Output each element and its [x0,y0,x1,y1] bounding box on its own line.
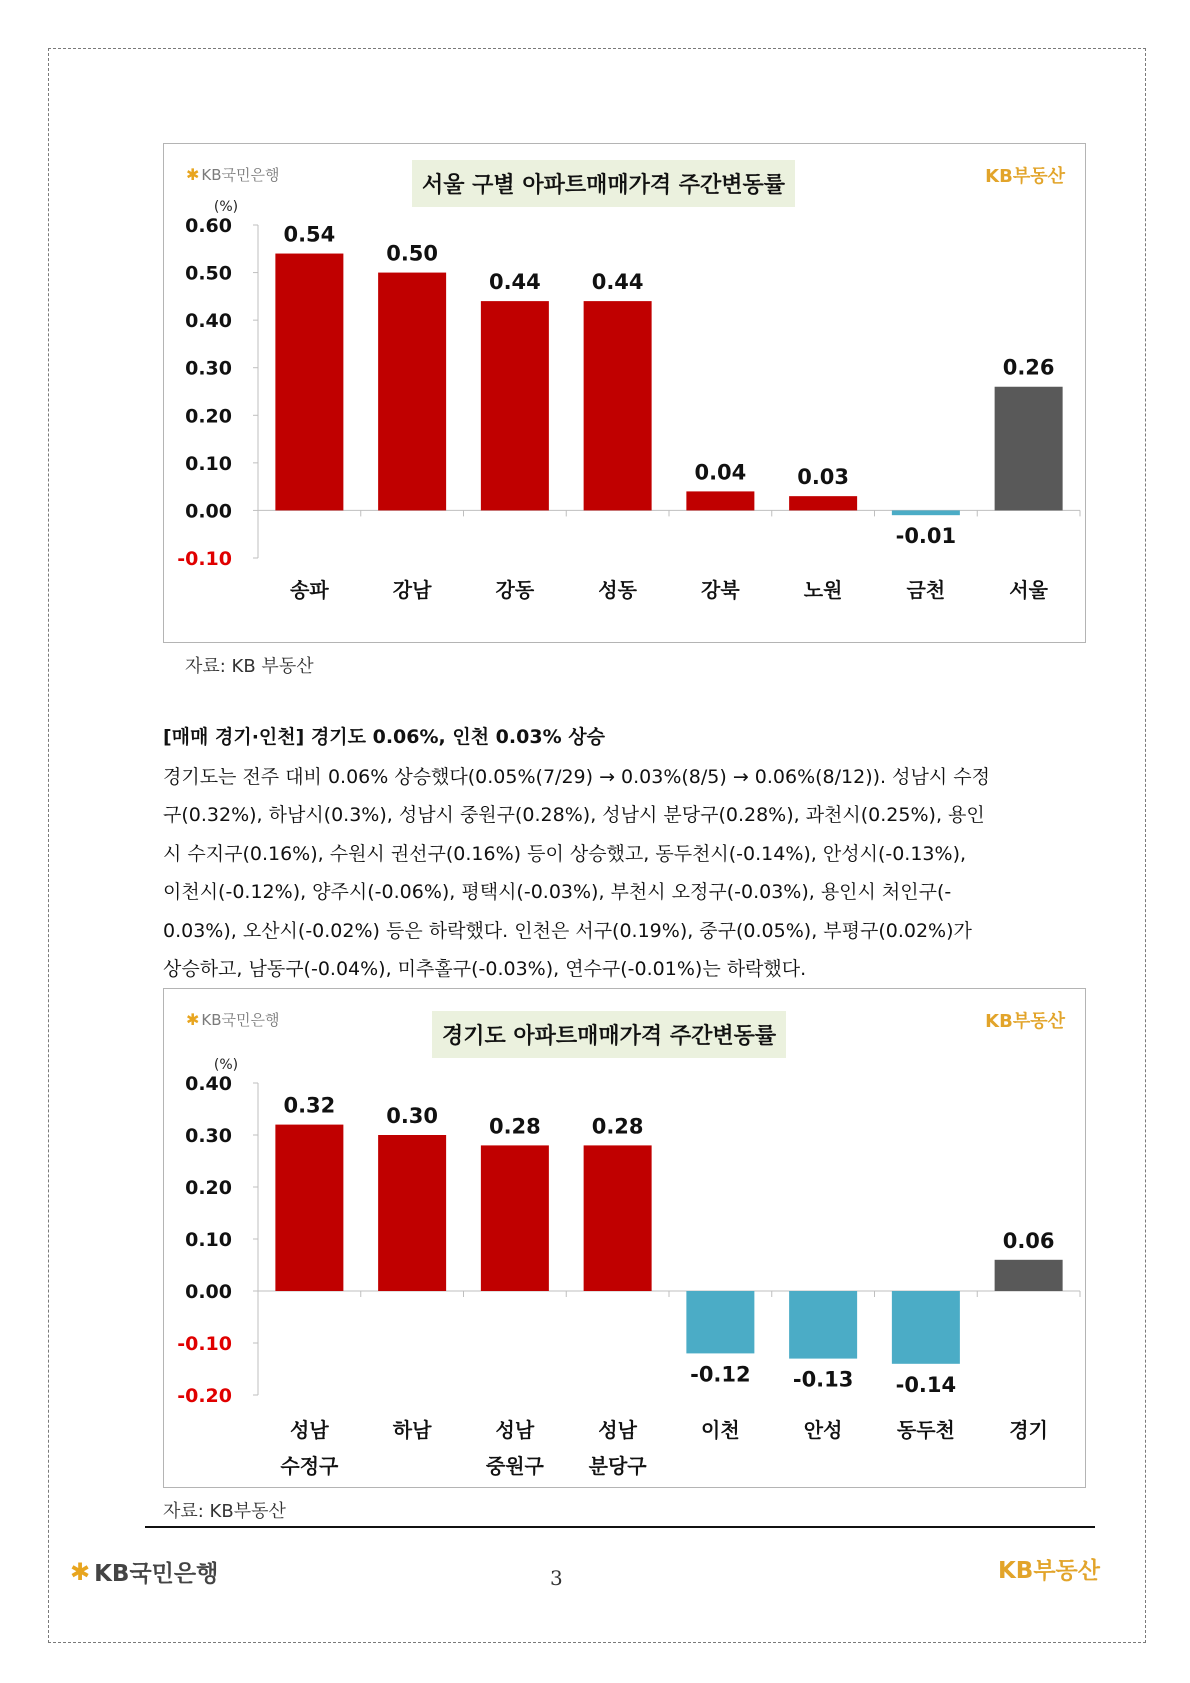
y-tick-label: -0.10 [177,548,232,570]
bar [789,496,857,510]
data-label: -0.13 [792,1367,854,1392]
data-label: 0.03 [797,465,850,490]
data-label: 0.44 [591,270,644,295]
paragraph-line: 시 수지구(0.16%), 수원시 권선구(0.16%) 등이 상승했고, 동두천시(-0.14%), 안성시(-0.13%), [163,842,967,865]
seoul-bar-chart [164,144,1085,642]
category-label: 서울 [1009,578,1048,602]
category-label: 수정구 [280,1454,339,1478]
data-label: -0.12 [690,1362,751,1387]
data-label: 0.26 [1002,355,1055,380]
footer-kb-bank-logo-text: KB국민은행 [94,1561,219,1587]
kb-star-icon: ✱ [186,1010,200,1029]
data-label: -0.01 [895,524,957,549]
data-label: 0.32 [283,1093,336,1118]
category-label: 송파 [290,578,329,602]
gyeonggi-bar-chart [164,989,1085,1487]
paragraph-line: 이천시(-0.12%), 양주시(-0.06%), 평택시(-0.03%), 부천시 오정구(-0.03%), 용인시 처인구(- [163,881,952,904]
data-label: 0.28 [488,1114,541,1139]
kb-bank-logo-text: KB국민은행 [201,1011,280,1029]
bar [584,301,652,510]
category-label: 이천 [701,1418,740,1442]
gyeonggi-chart-panel [163,988,1086,1488]
y-tick-label: 0.40 [185,1073,232,1095]
chart-title: 서울 구별 아파트매매가격 주간변동률 [412,160,795,207]
data-label: -0.14 [895,1372,957,1397]
seoul-chart-panel [163,143,1086,643]
y-axis-unit-label: (%) [213,199,239,215]
y-tick-label: 0.30 [185,1125,232,1147]
category-label: 동두천 [896,1418,955,1442]
y-tick-label: 0.10 [185,1229,232,1251]
bar [481,1145,549,1291]
chart-source: 자료: KB 부동산 [185,656,314,677]
bar [584,1145,652,1291]
category-label: 하남 [392,1418,432,1442]
y-tick-label: 0.20 [185,1177,232,1199]
y-tick-label: 0.60 [185,215,232,237]
data-label: 0.06 [1002,1228,1055,1253]
paragraph-line: 구(0.32%), 하남시(0.3%), 성남시 중원구(0.28%), 성남시 분당구(0.28%), 과천시(0.25%), 용인 [163,804,985,827]
bar [378,273,446,511]
category-label: 강북 [701,578,740,602]
bar [789,1291,857,1359]
data-label: 0.50 [386,241,439,266]
section-headline: [매매 경기·인천] 경기도 0.06%, 인천 0.03% 상승 [163,726,605,748]
y-tick-label: 0.10 [185,452,232,475]
bar [995,1260,1063,1291]
y-axis-unit-label: (%) [213,1057,239,1073]
category-label: 중원구 [485,1454,544,1478]
y-tick-label: -0.20 [177,1385,232,1407]
category-label: 금천 [906,578,946,602]
bar [686,491,754,510]
category-label: 분당구 [588,1454,647,1478]
chart-source: 자료: KB부동산 [163,1501,286,1522]
category-label: 강동 [495,578,535,602]
kb-star-icon: ✱ [186,165,200,184]
category-label: 성동 [598,578,637,602]
kb-bank-logo-text: KB국민은행 [201,166,280,184]
footer-kb-realestate-logo: KB부동산 [997,1558,1100,1584]
y-tick-label: 0.00 [185,500,232,523]
paragraph-line: 경기도는 전주 대비 0.06% 상승했다(0.05%(7/29) → 0.03%(8/5) → 0.06%(8/12)). 성남시 수정 [163,766,990,788]
category-label: 성남 [290,1418,329,1442]
bar [275,254,343,511]
y-tick-label: 0.50 [185,262,232,285]
data-label: 0.28 [591,1114,644,1139]
bar [995,387,1063,511]
page-number: 3 [550,1566,563,1590]
bar [378,1135,446,1291]
category-label: 안성 [803,1418,843,1442]
y-tick-label: 0.40 [185,310,232,333]
bar [892,1291,960,1364]
category-label: 강남 [392,578,432,602]
kb-realestate-logo: KB부동산 [985,1011,1065,1032]
y-tick-label: -0.10 [177,1333,232,1355]
category-label: 경기 [1009,1418,1048,1442]
body-paragraph [163,758,1086,988]
bar [275,1125,343,1291]
y-tick-label: 0.20 [185,405,232,428]
paragraph-line: 0.03%), 오산시(-0.02%) 등은 하락했다. 인천은 서구(0.19%), 중구(0.05%), 부평구(0.02%)가 [163,919,972,942]
paragraph-line: 상승하고, 남동구(-0.04%), 미추홀구(-0.03%), 연수구(-0.01%)는 하락했다. [163,958,807,981]
data-label: 0.30 [386,1104,439,1128]
footer-divider [145,1526,1095,1528]
data-label: 0.54 [283,222,336,247]
category-label: 성남 [495,1418,535,1442]
category-label: 노원 [803,578,843,602]
footer-kb-bank-logo [70,1555,218,1588]
kb-star-icon: ✱ [70,1557,91,1586]
bar [892,510,960,515]
bar [481,301,549,510]
y-tick-label: 0.30 [185,357,232,380]
bar [686,1291,754,1353]
category-label: 성남 [598,1418,637,1442]
kb-realestate-logo: KB부동산 [985,166,1065,187]
chart-title: 경기도 아파트매매가격 주간변동률 [432,1011,786,1058]
y-tick-label: 0.00 [185,1281,232,1303]
data-label: 0.44 [488,270,541,295]
data-label: 0.04 [694,460,747,485]
